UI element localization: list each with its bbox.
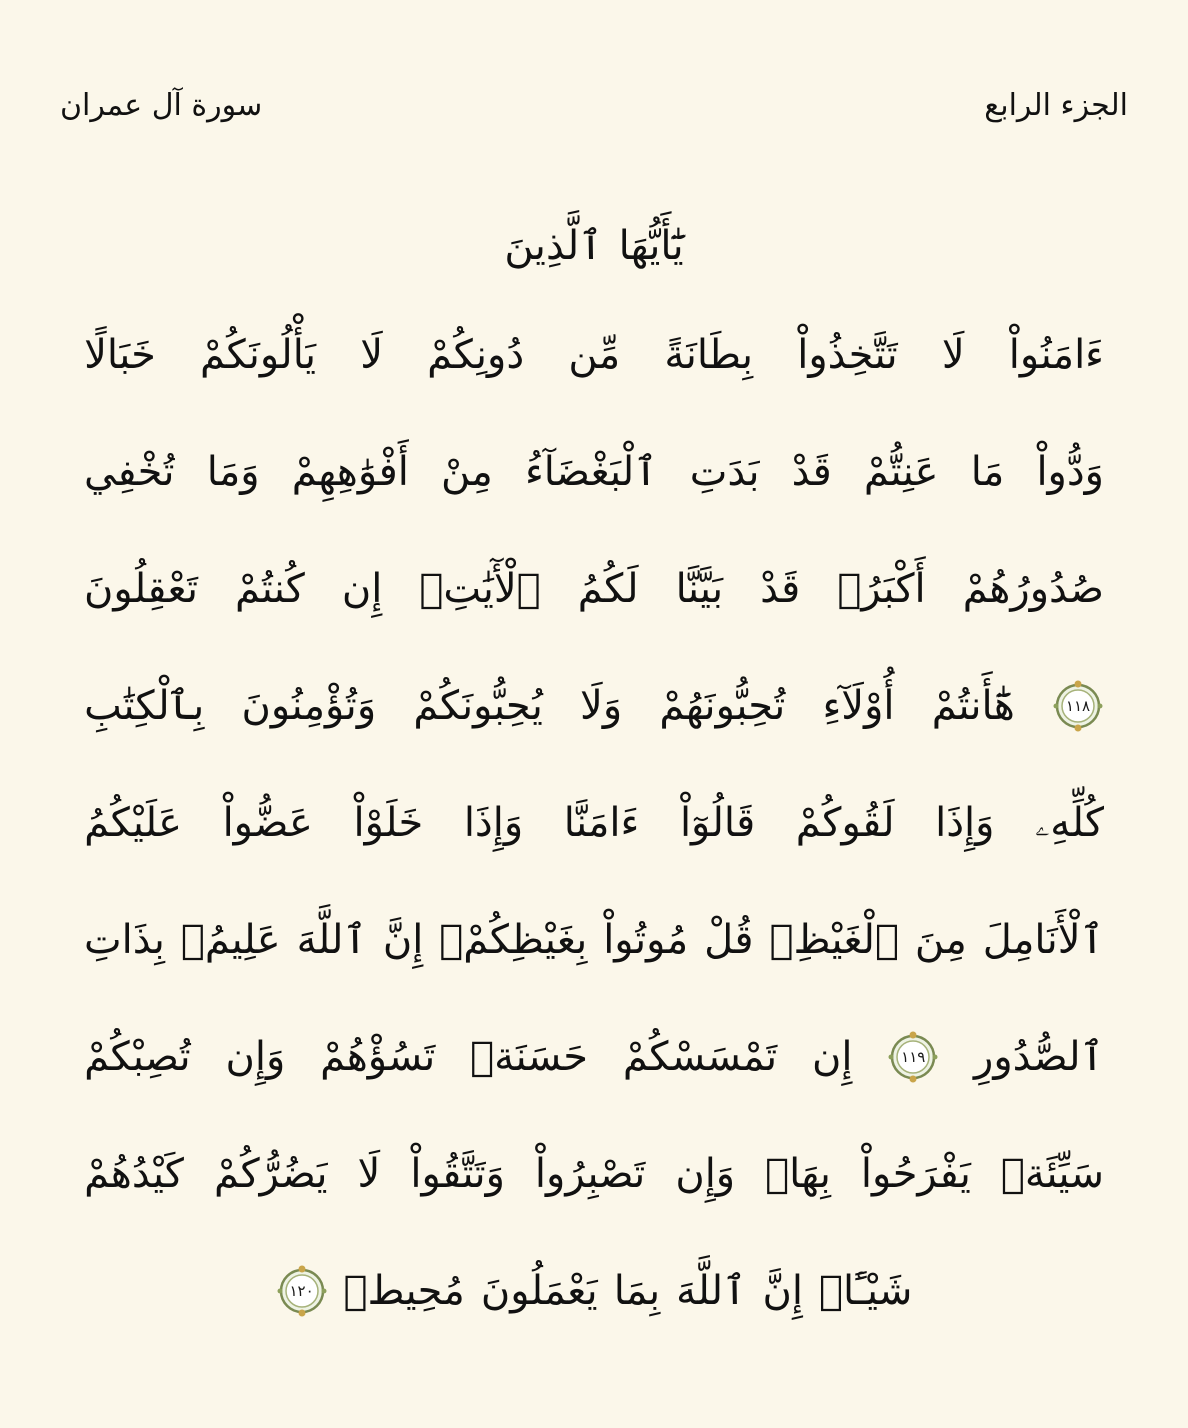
verse-word: صُدُورُهُمْ <box>962 565 1104 612</box>
verse-word: لَا <box>941 331 965 378</box>
juz-title: الجزء الرابع <box>984 88 1128 123</box>
verse-word: لَقُوكُمْ <box>795 799 895 846</box>
surah-title: سورة آل عمران <box>60 88 263 123</box>
verse-word: لَا <box>360 331 384 378</box>
verse-word: قُلْ <box>704 916 754 963</box>
verse-line <box>84 1115 1104 1232</box>
verse-word: شَيْـًٔاۗ <box>818 1267 913 1314</box>
verse-word: إِن <box>341 565 383 612</box>
ayah-number-marker <box>276 1265 328 1317</box>
verse-word: كَيْدُهُمْ <box>84 1150 184 1197</box>
verse-word: عَضُّواْ <box>222 799 313 846</box>
verse-word: مِنَ <box>914 916 967 963</box>
verse-word: تَتَّخِذُواْ <box>797 331 898 378</box>
verse-line <box>84 881 1104 998</box>
verse-word: وَلَا <box>580 682 623 729</box>
verse-word: مُوتُواْ <box>603 916 689 963</box>
verse-word: ٱلصُّدُورِ <box>974 1033 1104 1080</box>
verse-word: يَضُرُّكُمْ <box>213 1150 328 1197</box>
verse-word: سَيِّئَةٞ <box>1000 1150 1104 1197</box>
verse-word: بِهَاۖ <box>765 1150 831 1197</box>
verse-word: أُوْلَآءِ <box>822 682 895 729</box>
verse-line <box>84 647 1104 764</box>
verse-word: لَكُمُ <box>577 565 639 612</box>
verse-word: عَلَيْكُمُ <box>84 799 182 846</box>
verse-word: دُونِكُمْ <box>427 331 525 378</box>
verse-word: لَا <box>357 1150 381 1197</box>
verse-word: كُنتُمْ <box>235 565 305 612</box>
verse-word: تَعْقِلُونَ <box>84 565 198 612</box>
verse-line <box>84 196 1104 296</box>
verse-word: إِن <box>811 1033 853 1080</box>
verse-word: وَإِن <box>675 1150 736 1197</box>
verse-word: يُحِبُّونَكُمْ <box>413 682 543 729</box>
verse-word: وَدُّواْ <box>1036 448 1104 495</box>
verse-line <box>84 998 1104 1115</box>
ayah-number: ١٢٠ <box>289 1281 314 1300</box>
ayah-number-marker <box>1052 680 1104 732</box>
verse-word: عَلِيمُۢ <box>180 916 281 963</box>
verse-word: تُحِبُّونَهُمْ <box>659 682 786 729</box>
verse-word: ءَامَنُواْ <box>1008 331 1104 378</box>
verse-word: تُصِبْكُمْ <box>84 1033 191 1080</box>
verse-word: بِذَاتِ <box>84 916 165 963</box>
verse-word: تَسُؤْهُمْ <box>320 1033 436 1080</box>
verse-word: تَصْبِرُواْ <box>534 1150 646 1197</box>
verse-word: خَلَوْاْ <box>353 799 424 846</box>
verse-word: خَبَالًا <box>84 331 156 378</box>
verse-word: وَإِذَا <box>935 799 995 846</box>
verse-word: مِنْ <box>440 448 493 495</box>
verse-word: يَفْرَحُواْ <box>860 1150 971 1197</box>
verse-line <box>84 530 1104 647</box>
verse-word: تَمْسَسْكُمْ <box>622 1033 778 1080</box>
verse-word: بِمَا <box>613 1267 661 1314</box>
ayah-number-marker <box>887 1031 939 1083</box>
verse-word: هَٰٓأَنتُمْ <box>931 682 1015 729</box>
verse-word: إِنَّ <box>762 1267 803 1314</box>
verse-word: وَتَتَّقُواْ <box>410 1150 505 1197</box>
verse-word: ٱلْبَغْضَآءُ <box>524 448 658 495</box>
verse-word: ٱلَّذِينَ <box>504 223 603 269</box>
verse-word: ٱلْأَنَامِلَ <box>982 916 1104 963</box>
verse-word: حَسَنَةٞ <box>470 1033 589 1080</box>
verse-word: ٱلْأٓيَٰتِۖ <box>419 565 541 612</box>
verse-word: يَعْمَلُونَ <box>480 1267 598 1314</box>
verse-line <box>84 764 1104 881</box>
verse-word: عَنِتُّمْ <box>863 448 939 495</box>
verse-word: مُحِيطٞ <box>343 1267 465 1314</box>
verse-word: يَأْلُونَكُمْ <box>200 331 317 378</box>
verse-word: تُخْفِي <box>84 448 175 495</box>
verse-word: ٱلْغَيْظِۚ <box>769 916 899 963</box>
verse-line <box>84 1232 1104 1349</box>
verse-word: بَدَتِ <box>689 448 760 495</box>
verse-word: أَفْوَٰهِهِمْ <box>291 448 409 495</box>
ayah-number: ١١٨ <box>1065 696 1091 715</box>
verse-word: كُلِّهِۦ <box>1035 799 1104 846</box>
verse-word: مَا <box>970 448 1005 495</box>
verse-word: ٱللَّهَ <box>676 1267 747 1314</box>
verse-word: بَيَّنَّا <box>675 565 724 612</box>
verse-line <box>84 413 1104 530</box>
verse-word: قَدْ <box>791 448 832 495</box>
verse-word: أَكْبَرُۚ <box>837 565 926 612</box>
verse-word: مِّن <box>568 331 621 378</box>
page-header <box>60 78 1128 138</box>
verse-word: بِغَيْظِكُمْۗ <box>439 916 588 963</box>
verse-line <box>84 296 1104 413</box>
ayah-number: ١١٩ <box>901 1047 926 1066</box>
verse-word: قَدْ <box>760 565 801 612</box>
verse-word: وَإِن <box>225 1033 286 1080</box>
verse-word: ءَامَنَّا <box>563 799 640 846</box>
verse-word: بِطَانَةً <box>664 331 754 378</box>
verse-word: بِٱلْكِتَٰبِ <box>84 682 205 729</box>
verse-word: إِنَّ <box>382 916 424 963</box>
verse-word: قَالُوٓاْ <box>679 799 756 846</box>
verse-word: ٱللَّهَ <box>296 916 367 963</box>
verse-word: وَإِذَا <box>463 799 524 846</box>
verse-word: يَٰٓأَيُّهَا <box>618 223 684 269</box>
verse-word: وَتُؤْمِنُونَ <box>241 682 377 729</box>
quran-text <box>84 196 1104 1349</box>
verse-word: وَمَا <box>206 448 260 495</box>
